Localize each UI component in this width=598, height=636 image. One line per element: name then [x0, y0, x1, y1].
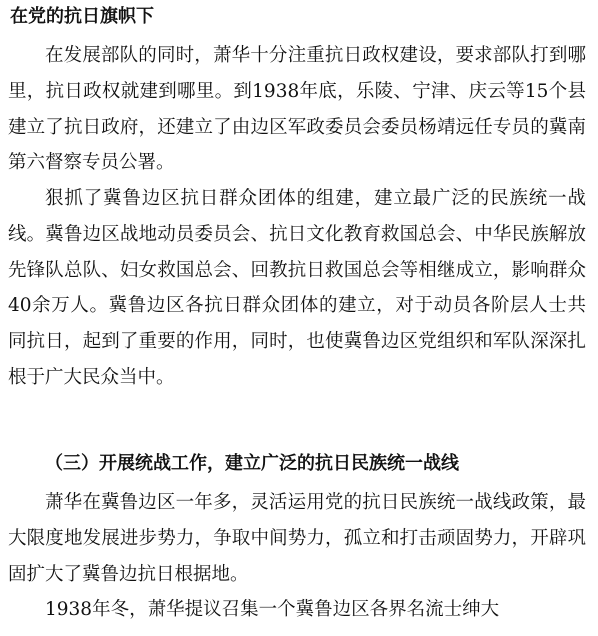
- paragraph-united-front: 萧华在冀鲁边区一年多，灵活运用党的抗日民族统一战线政策，最大限度地发展进步势力，争取中间势力，孤立和打击顽固势力，开辟巩固扩大了冀鲁边抗日根据地。: [8, 492, 586, 585]
- section-heading: 在党的抗日旗帜下: [10, 6, 154, 27]
- paragraph-political-power: 在发展部队的同时，萧华十分注重抗日政权建设，要求部队打到哪里，抗日政权就建到哪里。到1938年底，乐陵、宁津、庆云等15个县建立了抗日政府，还建立了由边区军政委员会委员杨靖远任专员的冀南第六督察专员公署。: [8, 45, 586, 174]
- paragraph-mass-organizations: 狠抓了冀鲁边区抗日群众团体的组建，建立最广泛的民族统一战线。冀鲁边区战地动员委员会、抗日文化教育救国总会、中华民族解放先锋队总队、妇女救国总会、回教抗日救国总会等相继成立，影响群众40余万人。冀鲁边区各抗日群众团体的建立，对于动员各阶层人士共同抗日，起到了重要的作用，同时，也使冀鲁边区党组织和军队深深扎根于广大民众当中。: [8, 188, 586, 388]
- paragraph-gentry-meeting: 1938年冬，萧华提议召集一个冀鲁边区各界名流士绅大: [45, 599, 500, 620]
- subsection-heading: （三）开展统战工作，建立广泛的抗日民族统一战线: [45, 453, 459, 474]
